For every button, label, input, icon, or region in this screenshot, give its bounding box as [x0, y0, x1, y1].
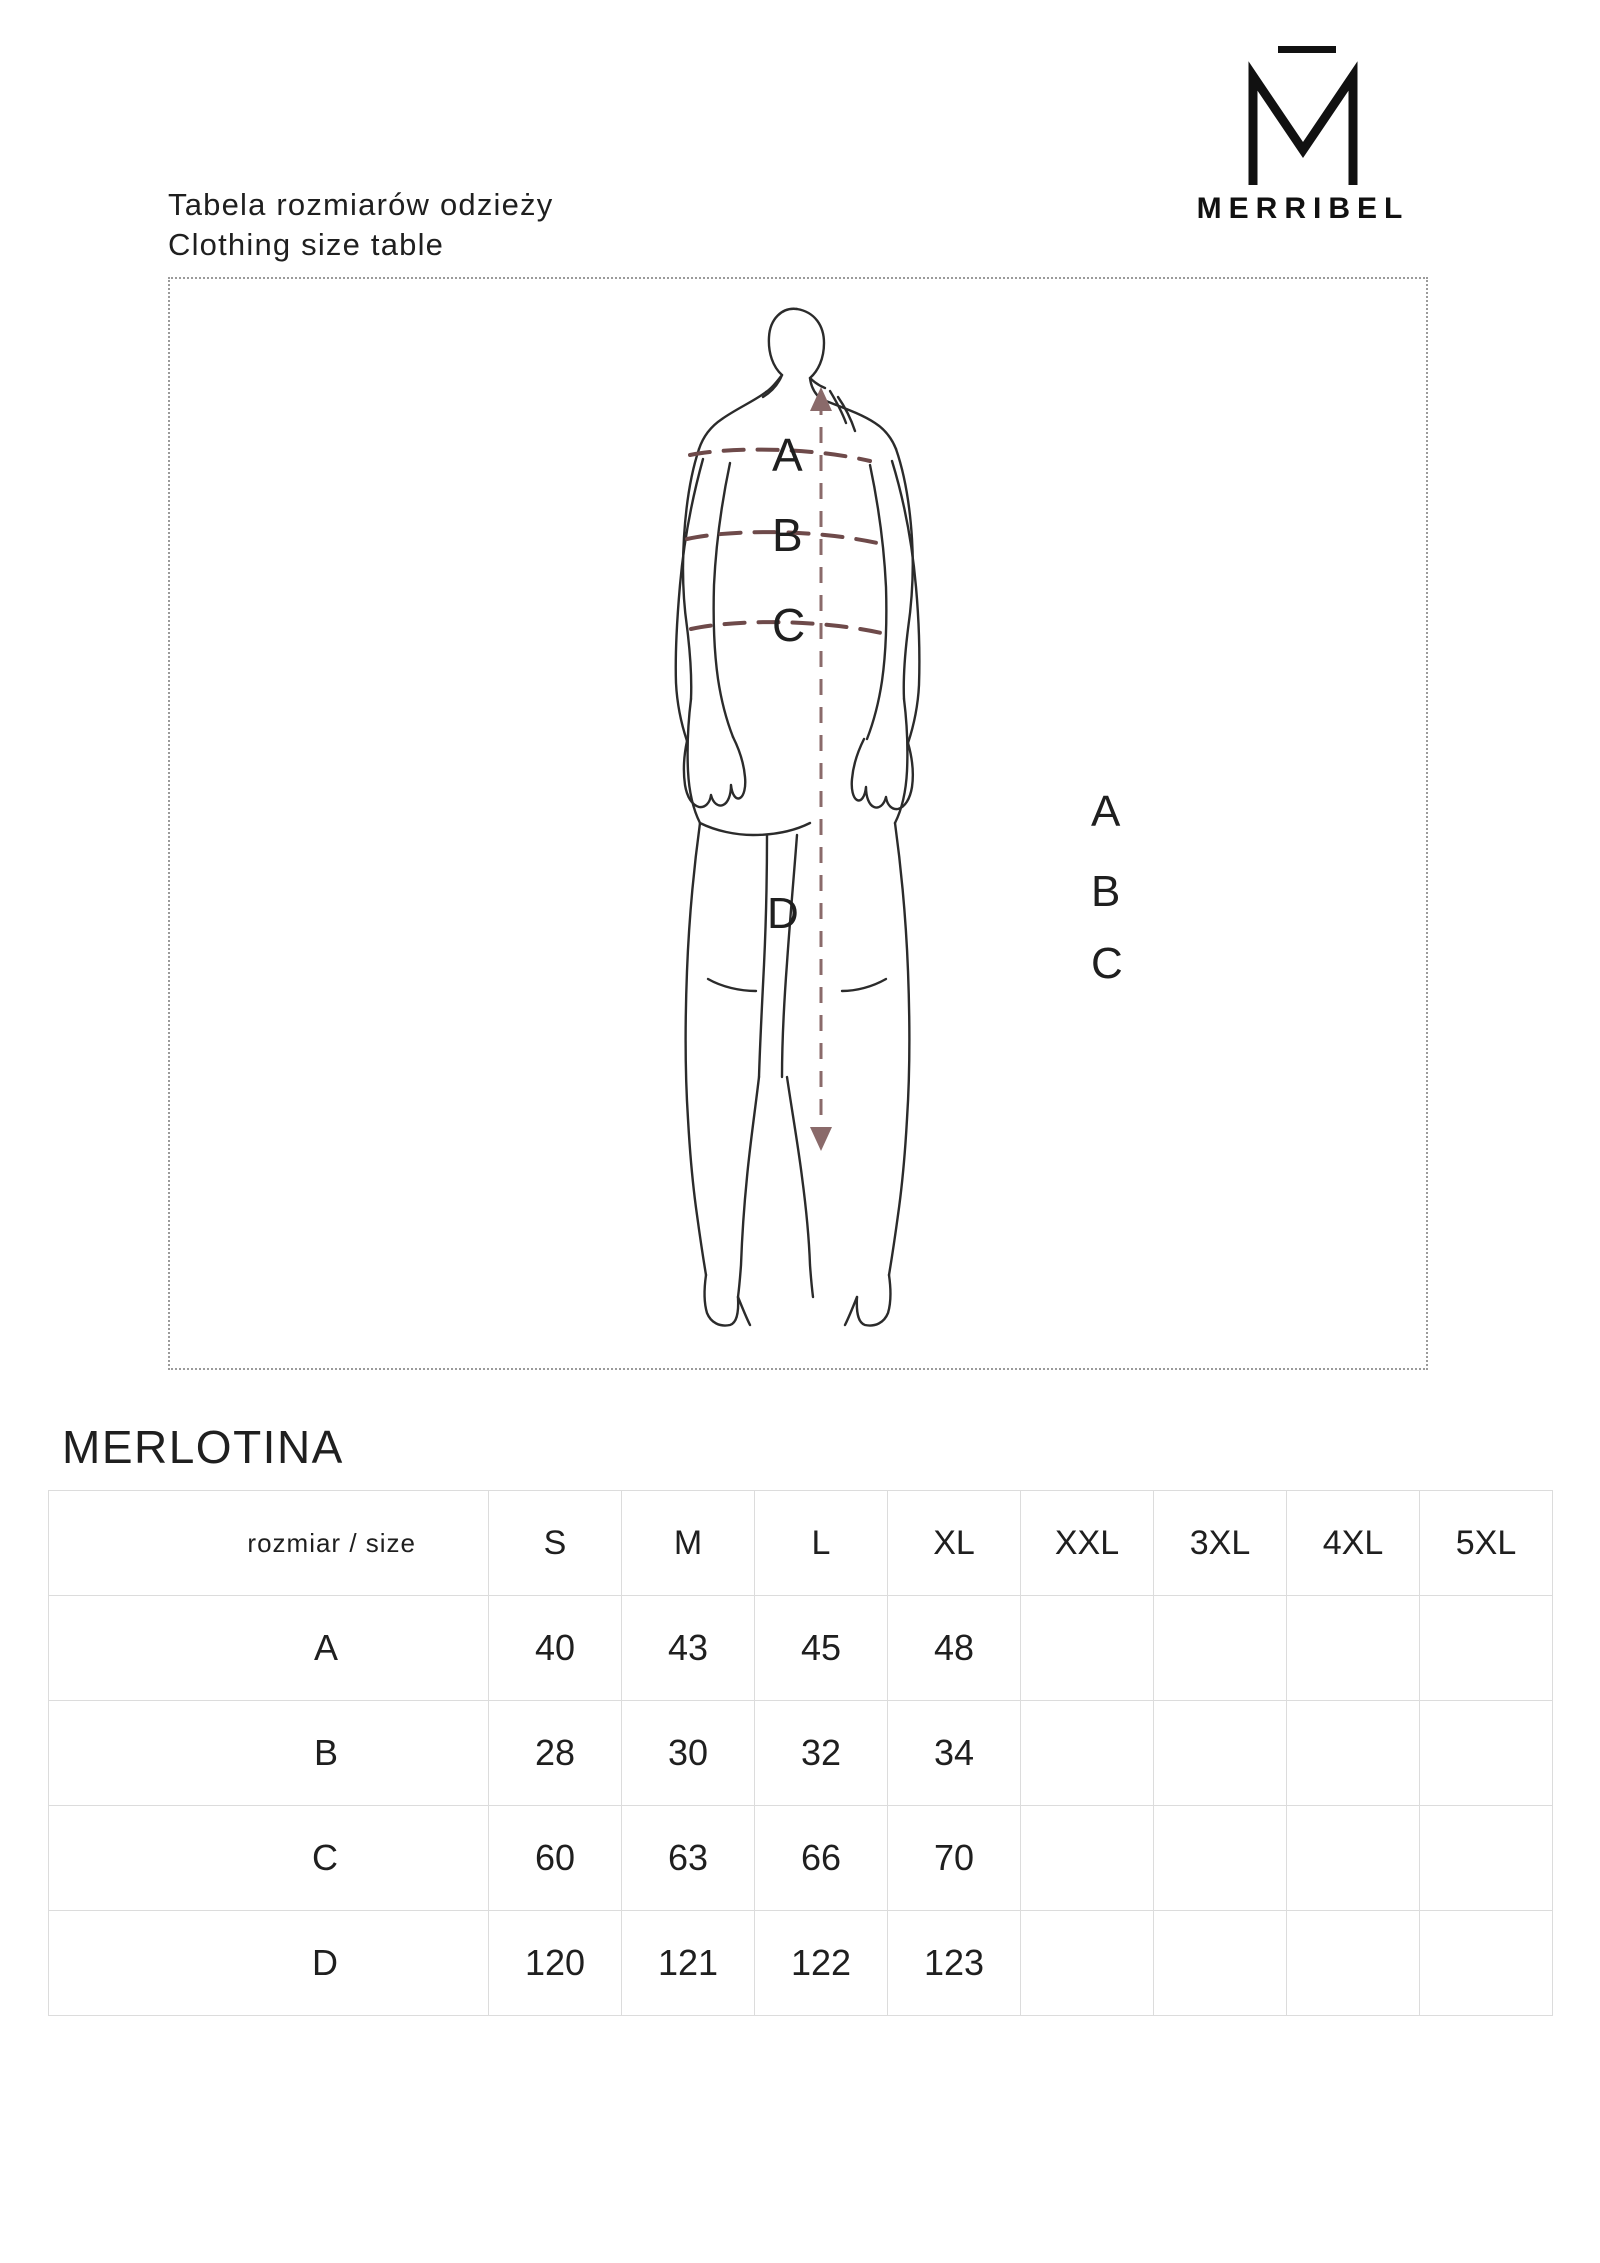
cell-a-4xl — [1287, 1596, 1420, 1701]
row-label-c: C — [49, 1806, 489, 1911]
diagram-label-a: A — [1091, 787, 1121, 836]
size-header-5xl: 5XL — [1420, 1491, 1553, 1596]
row-label-b: B — [49, 1701, 489, 1806]
product-name: MERLOTINA — [62, 1421, 344, 1473]
cell-c-xxl — [1021, 1806, 1154, 1911]
size-header-m: M — [622, 1491, 755, 1596]
cell-b-xxl — [1021, 1701, 1154, 1806]
cell-b-m: 30 — [622, 1701, 755, 1806]
brand-name: MERRIBEL — [1196, 192, 1410, 225]
cell-a-3xl — [1154, 1596, 1287, 1701]
row-label-a: A — [49, 1596, 489, 1701]
cell-a-m: 43 — [622, 1596, 755, 1701]
measure-d-arrow — [810, 387, 832, 1151]
cell-b-xl: 34 — [888, 1701, 1021, 1806]
table-row — [49, 1596, 1553, 1701]
cell-c-5xl — [1420, 1806, 1553, 1911]
cell-c-l: 66 — [755, 1806, 888, 1911]
size-header-3xl: 3XL — [1154, 1491, 1287, 1596]
label-c: C — [772, 599, 806, 651]
page-header — [0, 0, 1600, 290]
table-row — [49, 1701, 1553, 1806]
cell-c-3xl — [1154, 1806, 1287, 1911]
brand-logo — [1158, 40, 1448, 226]
size-header-l: L — [755, 1491, 888, 1596]
size-header-xxl: XXL — [1021, 1491, 1154, 1596]
table-row — [49, 1806, 1553, 1911]
cell-a-5xl — [1420, 1596, 1553, 1701]
size-row-label: rozmiar / size — [49, 1491, 489, 1596]
cell-d-m: 121 — [622, 1911, 755, 2016]
cell-d-s: 120 — [489, 1911, 622, 2016]
table-row — [49, 1911, 1553, 2016]
label-a: A — [772, 429, 803, 481]
cell-a-s: 40 — [489, 1596, 622, 1701]
cell-c-xl: 70 — [888, 1806, 1021, 1911]
title-polish: Tabela rozmiarów odzieży — [168, 187, 554, 222]
cell-a-xl: 48 — [888, 1596, 1021, 1701]
size-header-4xl: 4XL — [1287, 1491, 1420, 1596]
size-header-s: S — [489, 1491, 622, 1596]
cell-c-4xl — [1287, 1806, 1420, 1911]
row-label-d: D — [49, 1911, 489, 2016]
cell-b-3xl — [1154, 1701, 1287, 1806]
size-header-xl: XL — [888, 1491, 1021, 1596]
cell-d-4xl — [1287, 1911, 1420, 2016]
cell-b-4xl — [1287, 1701, 1420, 1806]
cell-b-s: 28 — [489, 1701, 622, 1806]
title-english: Clothing size table — [168, 226, 445, 262]
cell-d-3xl — [1154, 1911, 1287, 2016]
size-table — [48, 1490, 1553, 2016]
cell-a-xxl — [1021, 1596, 1154, 1701]
diagram-label-b: B — [1091, 867, 1121, 916]
brand-monogram-icon — [1158, 40, 1448, 190]
cell-b-5xl — [1420, 1701, 1553, 1806]
diagram-label-c: C — [1091, 939, 1123, 988]
cell-c-m: 63 — [622, 1806, 755, 1911]
cell-b-l: 32 — [755, 1701, 888, 1806]
cell-d-xl: 123 — [888, 1911, 1021, 2016]
cell-c-s: 60 — [489, 1806, 622, 1911]
cell-d-l: 122 — [755, 1911, 888, 2016]
label-b: B — [772, 509, 803, 561]
cell-a-l: 45 — [755, 1596, 888, 1701]
measurement-diagram-panel — [168, 277, 1428, 1370]
page-title — [168, 185, 553, 264]
cell-d-xxl — [1021, 1911, 1154, 2016]
figure-illustration — [170, 279, 1426, 1368]
table-header-row — [49, 1491, 1553, 1596]
diagram-label-d: D — [767, 889, 799, 938]
cell-d-5xl — [1420, 1911, 1553, 2016]
